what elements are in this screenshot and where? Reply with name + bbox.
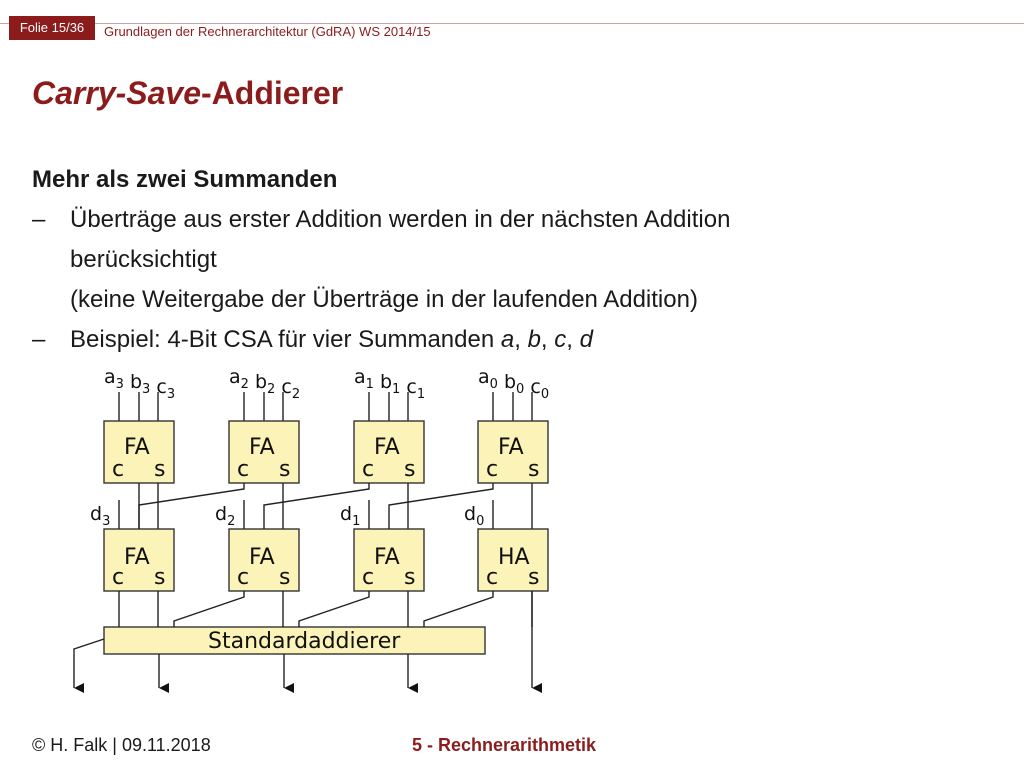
var-b: b — [527, 326, 541, 353]
port-c-label: c — [112, 457, 125, 482]
result-output-arrow — [74, 639, 104, 688]
port-c-label: c — [362, 565, 375, 590]
d-input-label-1: $d_1$ — [340, 503, 361, 529]
bullet-2-text: Beispiel: 4-Bit CSA für vier Summanden — [70, 326, 501, 353]
adder-label: FA — [124, 435, 150, 460]
bullet-dash: – — [32, 206, 46, 233]
var-d: d — [579, 326, 593, 353]
bullet-1-line-2: berücksichtigt — [70, 246, 217, 273]
sep-3: , — [566, 326, 580, 353]
adder-label: FA — [374, 435, 400, 460]
adder-label: FA — [249, 545, 275, 570]
title-carry: Carry- — [32, 75, 127, 111]
port-s-label: s — [279, 565, 291, 590]
title-save: Save — [126, 75, 201, 111]
port-c-label: c — [237, 457, 250, 482]
var-c: c — [554, 326, 567, 353]
port-s-label: s — [404, 565, 416, 590]
title-addierer: -Addierer — [201, 75, 344, 111]
slide-number-badge: Folie 15/36 — [9, 16, 95, 40]
standard-adder-label: Standardaddierer — [208, 629, 401, 654]
carry-out-wire — [299, 591, 369, 627]
port-s-label: s — [154, 565, 166, 590]
adder-label: FA — [124, 545, 150, 570]
port-s-label: s — [528, 565, 540, 590]
d-input-label-3: $d_3$ — [90, 503, 111, 529]
bullet-1-line-3: (keine Weitergabe der Überträge in der laufenden Addition) — [70, 286, 698, 313]
adder-label: HA — [498, 545, 530, 570]
port-s-label: s — [404, 457, 416, 482]
port-c-label: c — [486, 457, 499, 482]
var-a: a — [500, 326, 515, 353]
sep-1: , — [514, 326, 528, 353]
input-label-1: $a_1$ $b_1$ $c_1$ — [354, 366, 426, 402]
d-input-label-0: $d_0$ — [464, 503, 485, 529]
port-c-label: c — [112, 565, 125, 590]
port-c-label: c — [362, 457, 375, 482]
adder-label: FA — [249, 435, 275, 460]
d-input-label-2: $d_2$ — [215, 503, 236, 529]
carry-out-wire — [174, 591, 244, 627]
adder-label: FA — [498, 435, 524, 460]
port-c-label: c — [486, 565, 499, 590]
course-title: Grundlagen der Rechnerarchitektur (GdRA) WS 2014/15 — [104, 24, 431, 39]
sep-2: , — [540, 326, 555, 353]
port-s-label: s — [528, 457, 540, 482]
port-c-label: c — [237, 565, 250, 590]
input-label-3: $a_3$ $b_3$ $c_3$ — [104, 366, 176, 402]
carry-out-wire — [424, 591, 493, 627]
content-heading: Mehr als zwei Summanden — [32, 166, 338, 193]
bullet-dash: – — [32, 326, 46, 353]
bullet-1-line-1: Überträge aus erster Addition werden in der nächsten Addition — [70, 206, 731, 233]
input-label-0: $a_0$ $b_0$ $c_0$ — [478, 366, 550, 402]
footer-author: © H. Falk | 09.11.2018 — [32, 735, 211, 755]
footer-chapter: 5 - Rechnerarithmetik — [412, 735, 597, 755]
input-label-2: $a_2$ $b_2$ $c_2$ — [229, 366, 301, 402]
adder-label: FA — [374, 545, 400, 570]
port-s-label: s — [279, 457, 291, 482]
port-s-label: s — [154, 457, 166, 482]
